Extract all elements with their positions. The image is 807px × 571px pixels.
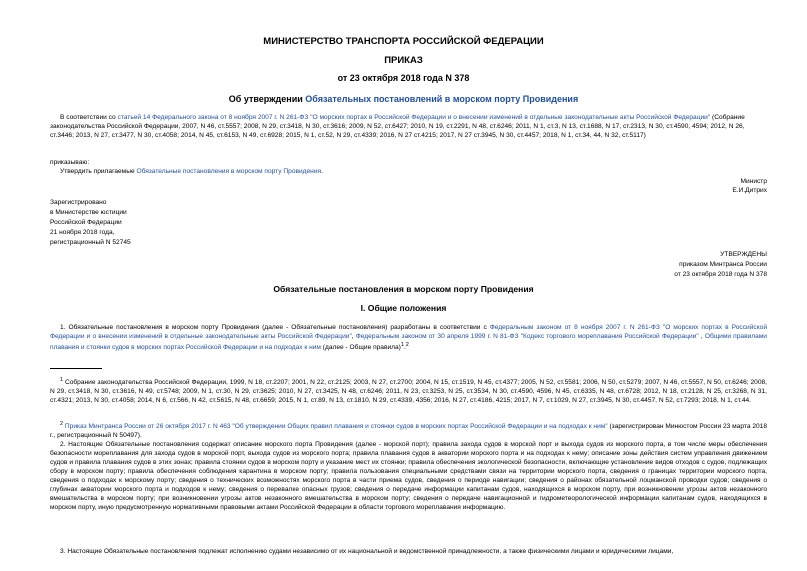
approve-paragraph: Утвердить прилагаемые Обязательные постановления в морском порту Провидения. bbox=[60, 168, 323, 175]
order-463-link[interactable]: Приказ Минтранса России от 26 октября 2017 г. N 463 "Об утверждении Общих правил плавания и стоянки судов в морских портах Российской Федерации и на подходах к ним" bbox=[64, 423, 608, 431]
registration-line: в Министерстве юстиции bbox=[50, 209, 127, 216]
order-date: от 23 октября 2018 года N 378 bbox=[337, 73, 470, 83]
footnote-1: $^1$ Собрание законодательства Российской Федерации, 1999, N 18, ст.2207; 2001, N 22, ст.2125; 2003, N 27, ст.2700; 2004, N 15, ст.1519, N 45, ст.4377; 2005, N 52, ст.5581; 2006, N 50, ст.5279; 2007, N 46, ст.5557, N 50, ст.6246; 2008, N 29, ст.3418, N 30, ст.3616, N 49, ст.5748; 2009, N 1, ст.30, N 29, ст.3625; 2010, N 27, ст.3425, N 48, ст.6246; 2011, N 23, ст.3253, N 25, ст.3534, N 30, ст.4590, 4596, N 45, ст.6335, N 48, ст.6728; 2012, N 18, ст.2128, N 25, ст.3268, N 31, ст.4321; 2013, N 30, ст.4058; 2014, N 6, ст.566, N 42, ст.5615, N 48, ст.6659; 2015, N 1, ст.89, N 13, ст.1810, N 29, ст.4339, 4356; 2016, N 27, ст.4186, 4215; 2017, N 7, ст.1029, N 27, ст.3945, N 30, ст.4457, N 52, ст.7293; 2018, N 1, ст.44. bbox=[50, 377, 767, 405]
signature-block bbox=[50, 177, 767, 195]
footnote-divider bbox=[50, 368, 102, 369]
order-title-link[interactable]: Обязательных постановлений в морском порту Провидения bbox=[305, 94, 579, 104]
section-title: I. Общие положения bbox=[360, 303, 447, 313]
approved-block bbox=[50, 250, 767, 280]
order-title: Об утверждении Обязательных постановлений в морском порту Провидения bbox=[228, 94, 579, 104]
federal-law-261-link[interactable]: Федеральным законом от 8 ноября 2007 г. N 261-ФЗ "О морских портах в Российской Федерации и о внесении изменений в отдельные законодательные акты Российской Федерации" bbox=[50, 324, 767, 340]
approved-line: УТВЕРЖДЕНЫ bbox=[720, 251, 767, 258]
registration-line: регистрационный N 52745 bbox=[50, 239, 131, 246]
approved-line: приказом Минтранса России bbox=[679, 261, 767, 268]
ministry-heading: МИНИСТЕРСТВО ТРАНСПОРТА РОССИЙСКОЙ ФЕДЕРАЦИИ bbox=[263, 36, 544, 47]
paragraph-1: 1. Обязательные постановления в морском порту Провидения (далее - Обязательные постановления) разработаны в соответствии с Федеральным законом от 8 ноября 2007 г. N 261-ФЗ "О морских портах в Российской Федерации и о внесении изменений в отдельные законодательные акты Российской Федерации", Федеральным законом от 30 апреля 1999 г. N 81-ФЗ "Кодекс торгового мореплавания Российской Федерации" , Общими правилами плавания и стоянки судов в морских портах Российской Федерации и на подходах к ним (далее - Общие правила)$^1$.$^2$ bbox=[50, 324, 767, 352]
federal-law-81-link[interactable]: Федеральным законом от 30 апреля 1999 г. N 81-ФЗ "Кодекс торгового мореплавания Российской Федерации" bbox=[355, 333, 699, 340]
order-word: приказываю: bbox=[50, 159, 90, 166]
footnote-mark: 1 bbox=[60, 377, 64, 383]
registration-block bbox=[50, 198, 767, 248]
registration-line: 21 ноября 2018 года, bbox=[50, 229, 115, 236]
registration-line: Российской Федерации bbox=[50, 219, 122, 226]
footnote-ref-1[interactable]: 1 bbox=[400, 342, 404, 348]
footnote-2: $^2$ Приказ Минтранса России от 26 октября 2017 г. N 463 "Об утверждении Общих правил плавания и стоянки судов в морских портах Российской Федерации и на подходах к ним" (зарегистрирован Минюстом России 23 марта 2018 г., регистрационный N 50497). bbox=[50, 421, 767, 440]
preamble-paragraph: В соответствии со статьей 14 Федерального закона от 8 ноября 2007 г. N 261-ФЗ "О морских портах в Российской Федерации и о внесении изменений в отдельные законодательные акты Российской Федерации" (Собрание законодательства Российской Федерации, 2007, N 46, ст.5557; 2008, N 29, ст.3418, N 30, ст.3616; 2009, N 52, ст.6427; 2010, N 19, ст.2291, N 48, ст.6246; 2011, N 1, ст.3, N 13, ст.1688, N 17, ст.2313, N 30, ст.4590, 4594; 2012, N 26, ст.3446; 2013, N 27, ст.3477, N 30, ст.4058; 2014, N 45, ст.6153, N 49, ст.6928; 2015, N 1, ст.52, N 29, ст.4339; 2016, N 27 ст.4215; 2017, N 27 ст.3945, N 30, ст.4457; 2018, N 1, ст.34, 44, N 32, ст.5117) bbox=[50, 114, 745, 139]
paragraph-2: 2. Настоящие Обязательные постановления содержат описание морского порта Провидения (далее - морской порт); правила захода судов в морской порт и выхода судов из морского порта, в том числе меры обеспечения безопасности мореплавания для захода судов в морской порт, выхода судов из морского порта; правила плавания судов в акватории морского порта и на подходах к нему; описание зоны действия систем управления движением судов и правила плавания судов в этих зонах; правила стоянки судов в морском порту и указание мест их стоянки; правила обеспечения экологической безопасности, включающие установление видов отходов с судов, подлежащих сбору в морском порту; правила обеспечения соблюдения карантина в морском порту; правила пользования специальными средствами связи на территории морского порта, сведения о границах территории морского порта, сведения о подходах к морскому порту; сведения о технических возможностях морского порта в части приема судов, сведения о периоде навигации; сведения о районах обязательной лоцманской проводки судов; сведения о глубинах акватории морского порта и подходов к нему; сведения о перевалке опасных грузов; сведения о передаче информации капитанам судов, находящихся в морском порту, при возникновении угрозы актов незаконного вмешательства в морском порту; при возникновении угрозы актов незаконного вмешательства в морском порту; сведения о передаче навигационной и гидрометеорологической информации капитанам судов, находящихся в морском порту, иную предусмотренную нормативными правовыми актами Российской Федерации в области торгового мореплавания информацию. bbox=[50, 441, 767, 511]
footnote-mark: 2 bbox=[60, 421, 64, 427]
approve-link[interactable]: Обязательные постановления в морском порту Провидения bbox=[136, 168, 322, 175]
signature-name: Е.И.Дитрих bbox=[732, 187, 767, 194]
paragraph-3: 3. Настоящие Обязательные постановления подлежат исполнению судами независимо от их национальной и ведомственной принадлежности, а также физическими лицами и юридическими лицами, bbox=[60, 548, 674, 555]
signature-position: Министр bbox=[740, 178, 767, 185]
order-heading: ПРИКАЗ bbox=[384, 55, 423, 66]
law-261-link[interactable]: статьей 14 Федерального закона от 8 ноября 2007 г. N 261-ФЗ "О морских портах в Российской Федерации и о внесении изменений в отдельные законодательные акты Российской Федерации" bbox=[117, 114, 711, 121]
general-rules-link[interactable]: Общими правилами плавания и стоянки судов в морских портах Российской Федерации и на подходах к ним bbox=[50, 333, 767, 352]
footnote-ref-2[interactable]: 2 bbox=[405, 342, 409, 348]
registration-line: Зарегистрировано bbox=[50, 199, 107, 206]
document-title: Обязательные постановления в морском порту Провидения bbox=[273, 284, 534, 294]
approved-line: от 23 октября 2018 года N 378 bbox=[674, 271, 767, 278]
